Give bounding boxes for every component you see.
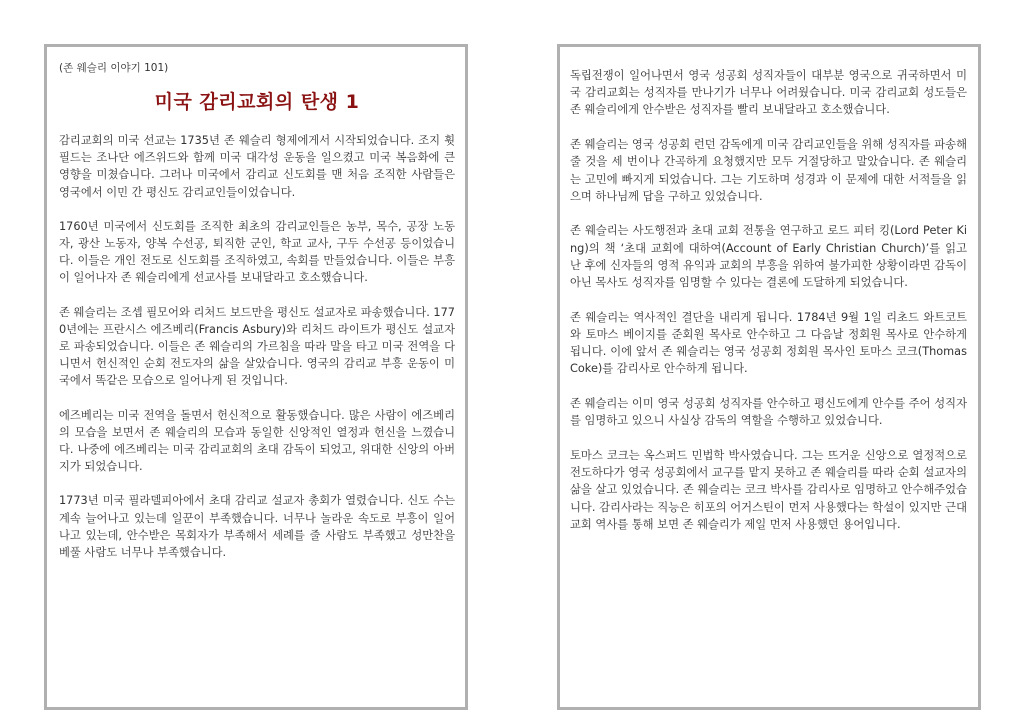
paragraph: 존 웨슬리는 사도행전과 초대 교회 전통을 연구하고 로드 피터 킹(Lord Peter King)의 책 ‘초대 교회에 대하여(Account of Early Christian Church)’를 읽고 난 후에 신자들의 영적 유익과 교회의 부흥을 위하여 불가피한 상황이라면 감독이 아닌 목사도 성직자를 임명할 수 있다는 결론에 도달하게 되었습니다. xyxy=(570,224,967,290)
paragraph: 1760년 미국에서 신도회를 조직한 최초의 감리교인들은 농부, 목수, 공장 노동자, 광산 노동자, 양복 수선공, 퇴직한 군인, 학교 교사, 구두 수선공 등이었습니다. 이들은 개인 전도로 신도회를 조직하였고, 속회를 만들었습니다. 이들은 부흥이 일어나자 존 웨슬리에게 선교사를 보내달라고 호소했습니다. xyxy=(59,219,455,285)
paragraph: 존 웨슬리는 영국 성공회 런던 감독에게 미국 감리교인들을 위해 성직자를 파송해 줄 것을 세 번이나 간곡하게 요청했지만 모두 거절당하고 말았습니다. 존 웨슬리는 고민에 빠지게 되었습니다. 그는 기도하며 성경과 이 문제에 대한 서적들을 읽으며 하나님께 답을 구하고 있었습니다. xyxy=(570,138,967,203)
paragraph: 독립전쟁이 일어나면서 영국 성공회 성직자들이 대부분 영국으로 귀국하면서 미국 감리교회는 성직자를 만나기가 너무나 어려웠습니다. 미국 감리교회 성도들은 존 웨슬리에게 안수받은 성직자를 빨리 보내달라고 호소했습니다. xyxy=(570,69,967,117)
paragraph: 토마스 코크는 옥스퍼드 민법학 박사였습니다. 그는 뜨거운 신앙으로 열정적으로 전도하다가 영국 성공회에서 교구를 맡지 못하고 존 웨슬리를 따라 순회 설교자의 삶을 살고 있었습니다. 존 웨슬리는 코크 박사를 감리사로 임명하고 안수해주었습니다. 감리사라는 직능은 히포의 어거스틴이 먼저 사용했다는 학설이 있지만 근대 교회 역사를 통해 보면 존 웨슬리가 제일 먼저 사용했던 용어입니다. xyxy=(570,448,967,531)
left-page xyxy=(44,44,468,710)
paragraph: 에즈베리는 미국 전역을 돌면서 헌신적으로 활동했습니다. 많은 사람이 에즈베리의 모습을 보면서 존 웨슬리의 모습과 동일한 신앙적인 열정과 헌신을 느꼈습니다. 나중에 에즈베리는 미국 감리교회의 초대 감독이 되었고, 위대한 신앙의 아버지가 되었습니다. xyxy=(59,408,455,474)
right-page xyxy=(557,44,981,710)
paragraph: 존 웨슬리는 조셉 필모어와 리처드 보드만을 평신도 설교자로 파송했습니다. 1770년에는 프란시스 에즈베리(Francis Asbury)와 리처드 라이트가 평신도 설교자로 파송되었습니다. 이들은 존 웨슬리의 가르침을 따라 말을 타고 미국 전역을 다니면서 헌신적인 순회 전도자의 삶을 살았습니다. 영국의 감리교 부흥 운동이 미국에서 똑같은 모습으로 일어나게 된 것입니다. xyxy=(59,305,455,388)
page-title: 미국 감리교회의 탄생 1 xyxy=(154,91,360,113)
paragraph: 1773년 미국 필라델피아에서 초대 감리교 설교자 총회가 열렸습니다. 신도 수는 계속 늘어나고 있는데 일꾼이 부족했습니다. 너무나 놀라운 속도로 부흥이 일어나고 있는데, 안수받은 목회자가 부족해서 세례를 줄 사람도 부족했고 성만찬을 베풀 사람도 너무나 부족했습니다. xyxy=(59,494,455,560)
series-label: (존 웨슬리 이야기 101) xyxy=(59,62,169,74)
paragraph: 감리교회의 미국 선교는 1735년 존 웨슬리 형제에게서 시작되었습니다. 조지 휫필드는 조나단 에즈위드와 함께 미국 대각성 운동을 일으켰고 미국 복음화에 큰 영향을 미쳤습니다. 그러나 미국에서 감리교 신도회를 맨 처음 조직한 사람들은 영국에서 이민 간 평신도 감리교인들이었습니다. xyxy=(59,134,455,199)
paragraph: 존 웨슬리는 이미 영국 성공회 성직자를 안수하고 평신도에게 안수를 주어 성직자를 임명하고 있으니 사실상 감독의 역할을 수행하고 있었습니다. xyxy=(570,397,967,428)
paragraph: 존 웨슬리는 역사적인 결단을 내리게 됩니다. 1784년 9월 1일 리초드 와트코트와 토마스 베이지를 준회원 목사로 안수하고 그 다음날 정회원 목사로 안수하게 됩니다. 이에 앞서 존 웨슬리는 영국 성공회 정회원 목사인 토마스 코크(Thomas Coke)를 감리사로 안수하게 됩니다. xyxy=(570,310,967,376)
